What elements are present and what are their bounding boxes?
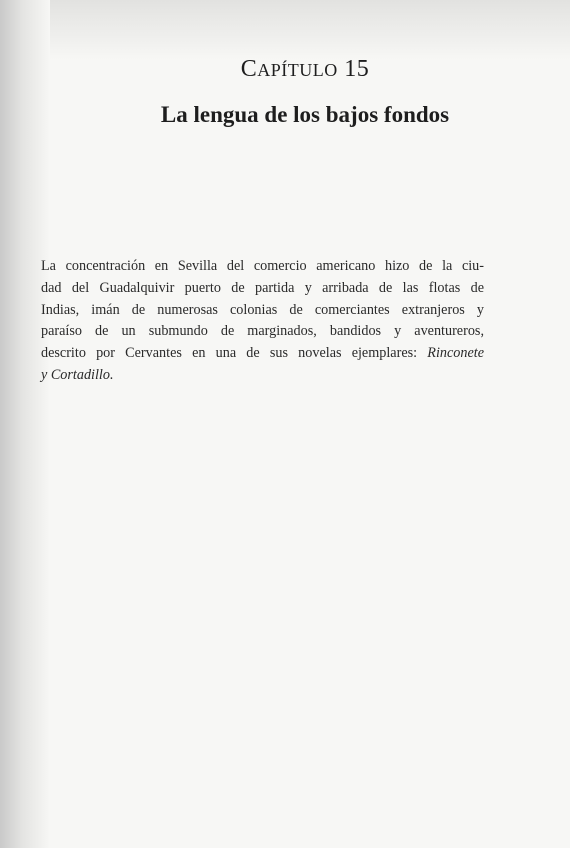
paragraph-line (41, 365, 484, 387)
paragraph-line (41, 343, 484, 365)
paragraph-line: Indias, imán de numerosas colonias de comerciantes extranjeros y (41, 301, 484, 318)
chapter-label (0, 56, 570, 83)
scan-top-shade (0, 0, 570, 60)
paragraph-line: paraíso de un submundo de marginados, bandidos y aventureros, (41, 323, 484, 340)
novel-title-part1: Rinconete (427, 345, 485, 362)
chapter-title: La lengua de los bajos fondos (160, 102, 450, 127)
paragraph-line-text: descrito por Cervantes en una de sus novelas ejemplares: (41, 345, 418, 362)
chapter-label-initial: C (240, 56, 258, 82)
body-paragraph (41, 256, 484, 387)
novel-title-part2: y Cortadillo. (41, 366, 114, 383)
paragraph-line: dad del Guadalquivir puerto de partida y arribada de las flotas de (41, 279, 484, 296)
chapter-label-rest: APÍTULO (257, 60, 338, 80)
paragraph-line: La concentración en Sevilla del comercio americano hizo de la ciu- (41, 258, 484, 274)
chapter-number: 15 (344, 56, 370, 82)
